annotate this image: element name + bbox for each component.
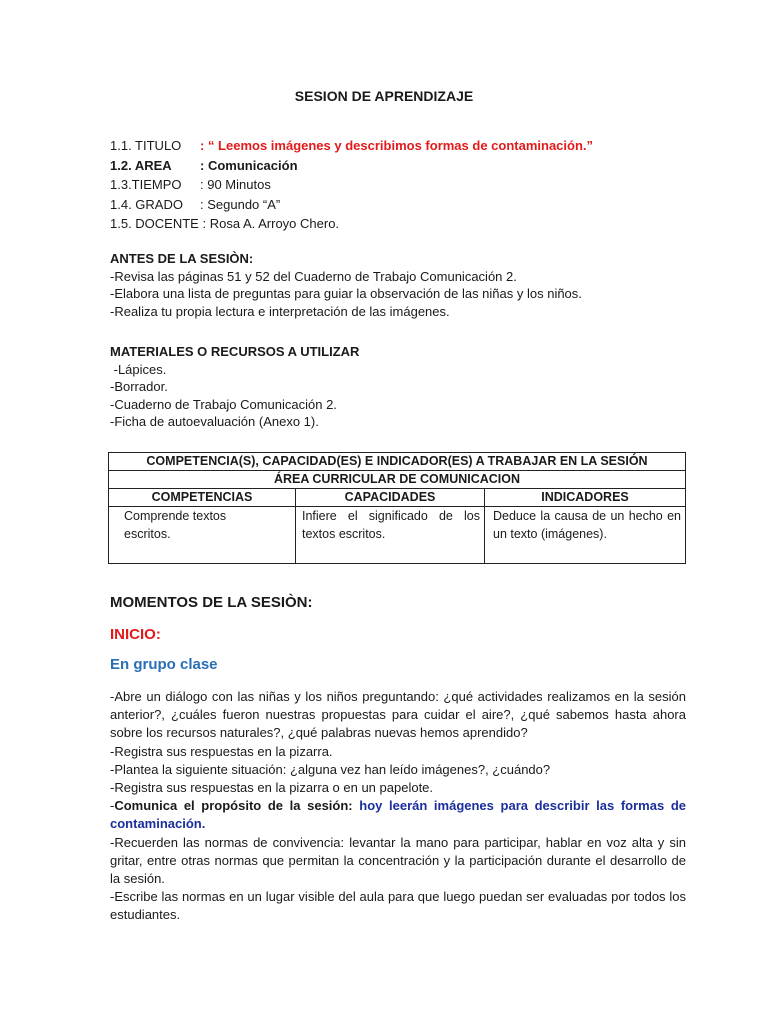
meta-docente (110, 214, 593, 234)
list-item: -Revisa las páginas 51 y 52 del Cuaderno de Trabajo Comunicación 2. (110, 268, 517, 284)
meta-value: : Rosa A. Arroyo Chero. (202, 216, 340, 231)
cell-indicador: Deduce la causa de un hecho en un texto (imágenes). (485, 507, 686, 564)
grupo-heading: En grupo clase (110, 656, 218, 673)
list-item: -Cuaderno de Trabajo Comunicación 2. (110, 396, 337, 412)
momentos-heading: MOMENTOS DE LA SESIÒN: (110, 594, 313, 611)
column-header-competencias: COMPETENCIAS (109, 489, 296, 507)
dash: - (110, 798, 115, 814)
list-item: -Elabora una lista de preguntas para guiar la observación de las niñas y los niños. (110, 286, 582, 301)
meta-value: : “ Leemos imágenes y describimos formas de contaminación.” (200, 138, 594, 153)
meta-key: 1.5. DOCENTE (110, 216, 199, 231)
meta-value: : 90 Minutos (200, 177, 271, 192)
meta-tiempo (110, 175, 593, 195)
table-header-area: ÁREA CURRICULAR DE COMUNICACION (109, 471, 686, 489)
column-header-capacidades: CAPACIDADES (296, 489, 485, 507)
purpose-text: hoy leerán imágenes para describir las formas de contaminación. (110, 798, 686, 832)
paragraph: -Plantea la siguiente situación: ¿alguna vez han leído imágenes?, ¿cuándo? (110, 761, 551, 777)
inicio-body (110, 688, 686, 925)
paragraph: -Registra sus respuestas en la pizarra. (110, 743, 333, 759)
purpose-paragraph (110, 797, 686, 833)
paragraph: -Recuerden las normas de convivencia: levantar la mano para participar, hablar en voz alta y sin gritar, entre otras normas que permitan la concentración y la participación durante el desarrollo de la sesión. (110, 834, 686, 887)
list-item: -Ficha de autoevaluación (Anexo 1). (110, 414, 319, 429)
paragraph: -Registra sus respuestas en la pizarra o en un papelote. (110, 780, 434, 796)
session-metadata (110, 136, 593, 234)
meta-key: 1.3.TIEMPO (110, 177, 182, 192)
meta-key: 1.1. TITULO (110, 138, 182, 153)
cell-capacidad: Infiere el significado de los textos escritos. (296, 507, 485, 564)
meta-key: 1.4. GRADO (110, 196, 183, 212)
meta-grado (110, 195, 593, 215)
competencias-table (108, 452, 686, 564)
meta-titulo (110, 136, 593, 156)
antes-heading: ANTES DE LA SESIÒN: (110, 251, 254, 266)
meta-area (110, 156, 593, 176)
materiales-heading: MATERIALES O RECURSOS A UTILIZAR (110, 344, 360, 359)
materiales-section (110, 343, 359, 431)
table-row (109, 507, 686, 564)
meta-value: : Segundo “A” (200, 196, 281, 212)
antes-section (110, 250, 582, 320)
paragraph: -Escribe las normas en un lugar visible del aula para que luego puedan ser evaluadas por todos los estudiantes. (110, 889, 686, 923)
cell-competencia: Comprende textos escritos. (109, 507, 296, 564)
list-item: -Borrador. (110, 379, 168, 394)
inicio-heading: INICIO: (110, 626, 161, 643)
purpose-label: Comunica el propósito de la sesión: (114, 798, 353, 814)
list-item: -Realiza tu propia lectura e interpretación de las imágenes. (110, 303, 450, 319)
list-item: -Lápices. (110, 361, 167, 377)
paragraph: -Abre un diálogo con las niñas y los niños preguntando: ¿qué actividades realizamos en la sesión anterior?, ¿cuáles fueron nuestras propuestas para cuidar el aire?, ¿qué sabemos hasta ahora sobre los recursos naturales?, ¿qué palabras nuevas hemos aprendido? (110, 689, 686, 741)
page-title: SESION DE APRENDIZAJE (294, 88, 474, 104)
meta-key: 1.2. AREA (110, 157, 172, 173)
column-header-indicadores: INDICADORES (485, 489, 686, 507)
meta-value: : Comunicación (200, 157, 298, 173)
table-header-main: COMPETENCIA(S), CAPACIDAD(ES) E INDICADOR(ES) A TRABAJAR EN LA SESIÓN (109, 453, 686, 471)
